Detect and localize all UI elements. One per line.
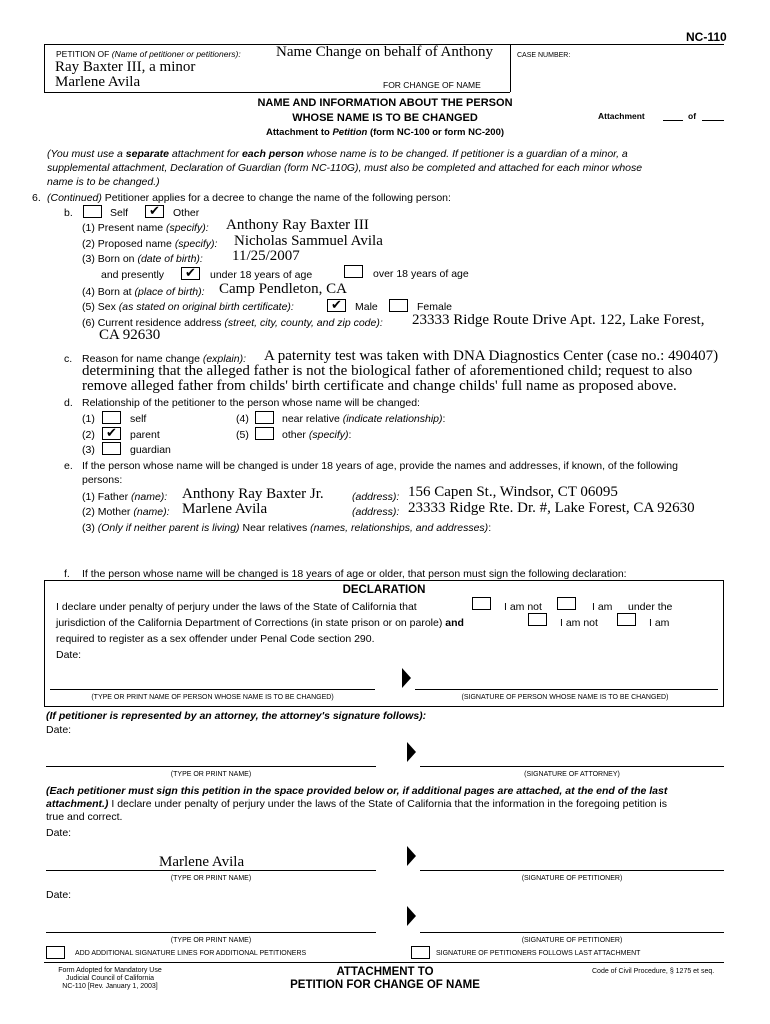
under-18-label: under 18 years of age (210, 269, 313, 281)
i-am-not-checkbox-2[interactable] (528, 613, 547, 626)
footer-adopted-line3: NC-110 [Rev. January 1, 2003] (62, 983, 158, 990)
footer-adopted-line2: Judicial Council of California (66, 975, 154, 982)
signature-follows-label: SIGNATURE OF PETITIONERS FOLLOWS LAST ATTACHMENT (436, 950, 641, 957)
residence-value[interactable]: 23333 Ridge Route Drive Apt. 122, Lake Forest, (412, 312, 705, 328)
petitioner-name-line3[interactable]: Marlene Avila (55, 74, 141, 90)
declaration-signature-field[interactable] (415, 689, 718, 690)
born-at-value[interactable]: Camp Pendleton, CA (219, 281, 347, 297)
petitioner-signature-caption-2: (SIGNATURE OF PETITIONER) (521, 937, 623, 944)
item-d-label: d. (64, 397, 73, 409)
near-relatives-label: (3) (Only if neither parent is living) Near relatives (names, relationships, and addresses): (82, 522, 492, 534)
i-am-label-1: I am (592, 601, 613, 613)
proposed-name-value[interactable]: Nicholas Sammuel Avila (234, 233, 383, 249)
proposed-name-label: (2) Proposed name (specify): (82, 238, 218, 250)
rel-near-checkbox[interactable] (255, 411, 274, 424)
petitioner-name-caption: (TYPE OR PRINT NAME) (170, 875, 252, 882)
declaration-line3: required to register as a sex offender under Penal Code section 290. (56, 633, 375, 645)
petitioner-name-field[interactable] (46, 870, 376, 871)
rel-parent-checkbox[interactable]: ✔ (102, 427, 121, 440)
petitioner-date-label: Date: (46, 827, 72, 839)
petitioner-heading-line1: (Each petitioner must sign this petition in the space provided below or, if additional pages are attached, at the end of the last (46, 785, 668, 797)
mother-address-label: (address): (352, 506, 400, 518)
instructions-line3: name is to be changed.) (47, 176, 160, 188)
sign-here-arrow-icon (407, 846, 416, 866)
rel-2-label: (2) (82, 429, 95, 441)
i-am-not-label-2: I am not (560, 617, 598, 629)
item-6-intro: (Continued) Petitioner applies for a decree to change the name of the following person: (47, 192, 451, 204)
self-checkbox[interactable] (83, 205, 102, 218)
rel-5-label: (5) (236, 429, 249, 441)
rel-4-label: (4) (236, 413, 249, 425)
declaration-box-bottom (44, 706, 724, 707)
form-number: NC-110 (686, 30, 727, 44)
petitioner-name-value[interactable]: Marlene Avila (159, 854, 245, 870)
rel-3-label: (3) (82, 444, 95, 456)
father-address-value[interactable]: 156 Capen St., Windsor, CT 06095 (408, 484, 618, 500)
attorney-name-caption: (TYPE OR PRINT NAME) (170, 771, 252, 778)
petitioner-heading-line3: true and correct. (46, 811, 123, 823)
petitioner-name-line1[interactable]: Name Change on behalf of Anthony (276, 44, 494, 60)
add-signature-lines-checkbox[interactable] (46, 946, 65, 959)
residence-value-line2[interactable]: CA 92630 (99, 327, 161, 343)
footer-adopted-line1: Form Adopted for Mandatory Use (58, 967, 162, 974)
reason-label: Reason for name change (explain): (82, 353, 247, 365)
rel-other-checkbox[interactable] (255, 427, 274, 440)
attachment-total-field[interactable] (702, 120, 724, 121)
petitioner-date-label-2: Date: (46, 889, 72, 901)
petitioner-name-field-2[interactable] (46, 932, 376, 933)
relationship-intro: Relationship of the petitioner to the person whose name will be changed: (82, 397, 420, 409)
petitioner-heading-line2: attachment.) I declare under penalty of perjury under the laws of the State of California that the information in the foregoing petition is (46, 798, 668, 810)
item-e-text2: persons: (82, 474, 123, 486)
petitioner-name-line2[interactable]: Ray Baxter III, a minor (55, 59, 196, 75)
mother-address-value[interactable]: 23333 Ridge Rte. Dr. #, Lake Forest, CA 92630 (408, 500, 695, 516)
footer-code: Code of Civil Procedure, § 1275 et seq. (592, 968, 715, 975)
attorney-signature-caption: (SIGNATURE OF ATTORNEY) (524, 771, 620, 778)
page-subtitle: Attachment to Petition (form NC-100 or form NC-200) (265, 127, 505, 138)
attorney-date-label: Date: (46, 724, 72, 736)
petitioner-signature-field[interactable] (420, 870, 724, 871)
rel-other-label: other (specify): (282, 429, 352, 441)
add-signature-lines-label: ADD ADDITIONAL SIGNATURE LINES FOR ADDITIONAL PETITIONERS (75, 950, 307, 957)
attachment-number-field[interactable] (663, 120, 683, 121)
footer-title-line2: PETITION FOR CHANGE OF NAME (290, 979, 480, 991)
under-18-checkbox[interactable]: ✔ (181, 267, 200, 280)
item-b-label: b. (64, 207, 73, 219)
attorney-signature-field[interactable] (420, 766, 724, 767)
attachment-of-label: of (688, 111, 697, 121)
i-am-not-label-1: I am not (504, 601, 542, 613)
item-f-text: If the person whose name will be changed is 18 years of age or older, that person must sign the following declaration: (82, 568, 627, 580)
over-18-label: over 18 years of age (373, 268, 469, 280)
footer-rule (44, 962, 724, 963)
male-checkbox[interactable]: ✔ (327, 299, 346, 312)
reason-line2[interactable]: determining that the alleged father is not the biological father of aforementioned child; request to also (82, 363, 693, 379)
other-checkbox[interactable]: ✔ (145, 205, 164, 218)
attachment-label: Attachment (598, 111, 645, 121)
under-the-label: under the (628, 601, 673, 613)
female-label: Female (417, 301, 453, 313)
sign-here-arrow-icon (407, 906, 416, 926)
self-label: Self (110, 207, 129, 219)
rel-parent-label: parent (130, 429, 160, 441)
item-e-label: e. (64, 460, 73, 472)
petitioner-signature-caption: (SIGNATURE OF PETITIONER) (521, 875, 623, 882)
i-am-not-checkbox-1[interactable] (472, 597, 491, 610)
rel-1-label: (1) (82, 413, 95, 425)
declaration-date-label: Date: (56, 649, 82, 661)
instructions-line2: supplemental attachment, Declaration of Guardian (form NC-110G), must also be completed and attached for each minor whose (47, 162, 643, 174)
sex-label: (5) Sex (as stated on original birth certificate): (82, 301, 294, 313)
declaration-name-field[interactable] (50, 689, 375, 690)
mother-name-value[interactable]: Marlene Avila (182, 501, 268, 517)
father-label: (1) Father (name): (82, 491, 168, 503)
sign-here-arrow-icon (407, 742, 416, 762)
born-on-label: (3) Born on (date of birth): (82, 253, 203, 265)
attorney-name-field[interactable] (46, 766, 376, 767)
mother-label: (2) Mother (name): (82, 506, 170, 518)
male-label: Male (355, 301, 378, 313)
title-line2: WHOSE NAME IS TO BE CHANGED (292, 112, 478, 124)
reason-line3[interactable]: remove alleged father from childs' birth certificate and change childs' full name as proposed above. (82, 378, 677, 394)
rel-self-label: self (130, 413, 147, 425)
presently-label: and presently (101, 269, 165, 281)
female-checkbox[interactable] (389, 299, 408, 312)
declaration-line2: jurisdiction of the California Department of Corrections (in state prison or on parole) and (56, 617, 464, 629)
rel-self-checkbox[interactable] (102, 411, 121, 424)
attorney-heading: (If petitioner is represented by an attorney, the attorney's signature follows): (46, 710, 427, 722)
rel-near-label: near relative (indicate relationship): (282, 413, 446, 425)
declaration-name-caption: (TYPE OR PRINT NAME OF PERSON WHOSE NAME IS TO BE CHANGED) (91, 694, 334, 701)
item-6-label: 6. (32, 192, 41, 204)
rel-guardian-label: guardian (130, 444, 171, 456)
i-am-checkbox-2[interactable] (617, 613, 636, 626)
residence-label: (6) Current residence address (street, city, county, and zip code): (82, 317, 383, 329)
i-am-label-2: I am (649, 617, 670, 629)
instructions-line1: (You must use a separate attachment for each person whose name is to be changed. If petitioner is a guardian of a minor, a (47, 148, 628, 160)
footer-title-line1: ATTACHMENT TO (336, 966, 434, 978)
declaration-line1: I declare under penalty of perjury under the laws of the State of California that (56, 601, 417, 613)
father-name-value[interactable]: Anthony Ray Baxter Jr. (182, 486, 324, 502)
born-at-label: (4) Born at (place of birth): (82, 286, 205, 298)
i-am-checkbox-1[interactable] (557, 597, 576, 610)
item-c-label: c. (64, 353, 73, 365)
for-change-label: FOR CHANGE OF NAME (383, 80, 481, 90)
title-line1: NAME AND INFORMATION ABOUT THE PERSON (257, 97, 513, 109)
petitioner-signature-field-2[interactable] (420, 932, 724, 933)
item-e-text1: If the person whose name will be changed is under 18 years of age, provide the names and addresses, if known, of the following (82, 460, 678, 472)
case-number-label: CASE NUMBER: (517, 52, 571, 59)
reason-line1[interactable]: A paternity test was taken with DNA Diagnostics Center (case no.: 490407) (264, 348, 719, 364)
petition-of-label: PETITION OF (Name of petitioner or petitioners): (56, 49, 241, 59)
present-name-label: (1) Present name (specify): (82, 222, 209, 234)
father-address-label: (address): (352, 491, 400, 503)
petitioner-name-caption-2: (TYPE OR PRINT NAME) (170, 937, 252, 944)
signature-follows-checkbox[interactable] (411, 946, 430, 959)
item-f-label: f. (64, 568, 70, 580)
sign-here-arrow-icon (402, 668, 411, 688)
declaration-signature-caption: (SIGNATURE OF PERSON WHOSE NAME IS TO BE CHANGED) (461, 694, 669, 701)
other-label: Other (173, 207, 200, 219)
declaration-title: DECLARATION (342, 584, 426, 596)
rel-guardian-checkbox[interactable] (102, 442, 121, 455)
born-on-value[interactable]: 11/25/2007 (232, 248, 300, 264)
present-name-value[interactable]: Anthony Ray Baxter III (226, 217, 369, 233)
over-18-checkbox[interactable] (344, 265, 363, 278)
